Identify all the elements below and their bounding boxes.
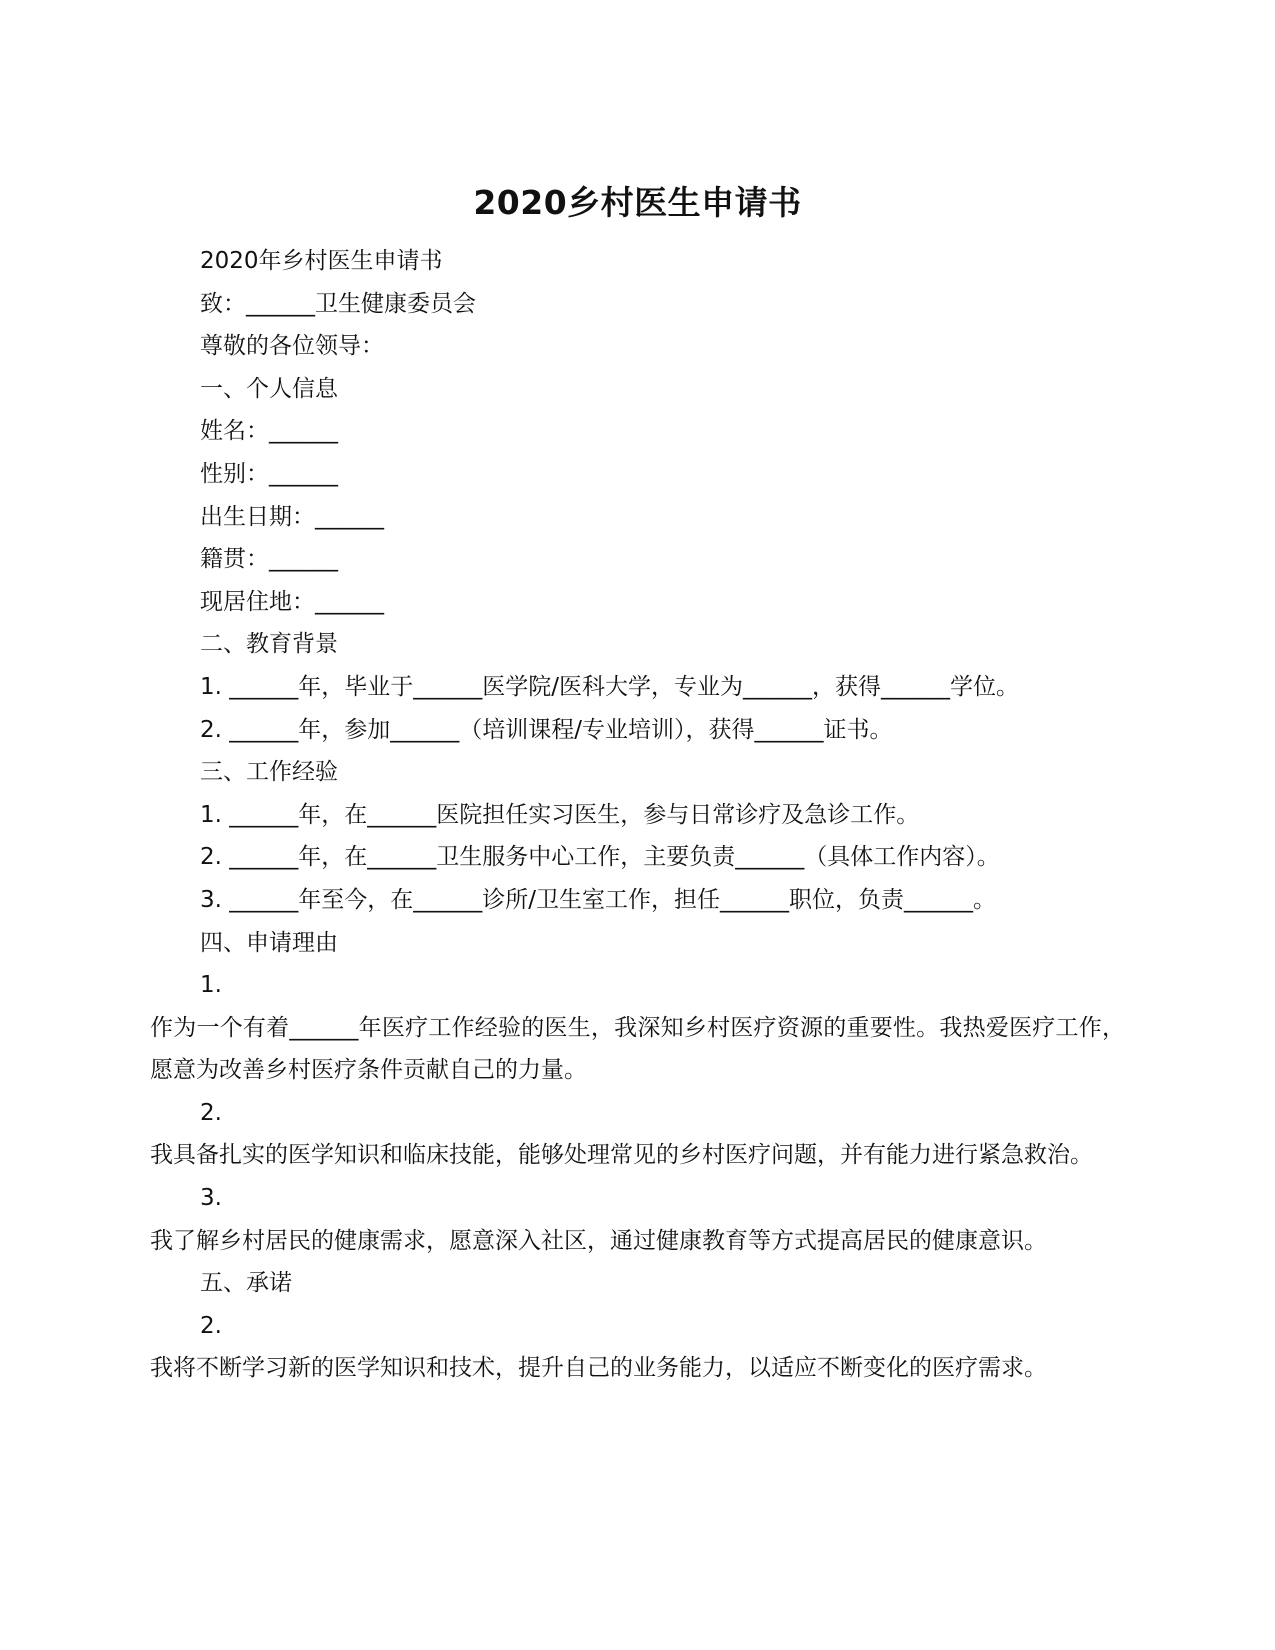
reason-number: 3. [200, 1185, 222, 1212]
section-heading-personal-info: 一、个人信息 [200, 375, 338, 402]
commitment-paragraph: 我将不断学习新的医学知识和技术，提升自己的业务能力，以适应不断变化的医疗需求。 [150, 1355, 1047, 1382]
field-name: 姓名：______ [200, 418, 338, 445]
commitment-number: 2. [200, 1312, 222, 1339]
section-heading-experience: 三、工作经验 [200, 759, 338, 786]
section-heading-reasons: 四、申请理由 [200, 929, 338, 956]
reason-paragraph: 我具备扎实的医学知识和临床技能，能够处理常见的乡村医疗问题，并有能力进行紧急救治。 [150, 1142, 1093, 1169]
education-item: 1. ______年，毕业于______医学院/医科大学，专业为______，获得______学位。 [200, 673, 1020, 700]
salutation-line: 尊敬的各位领导： [200, 333, 384, 360]
experience-item: 2. ______年，在______卫生服务中心工作，主要负责______（具体工作内容）。 [200, 844, 1000, 871]
reason-number: 2. [200, 1099, 222, 1126]
recipient-line: 致：______卫生健康委员会 [200, 290, 476, 317]
subtitle-line: 2020年乡村医生申请书 [200, 248, 443, 274]
reason-paragraph: 我了解乡村居民的健康需求，愿意深入社区，通过健康教育等方式提高居民的健康意识。 [150, 1227, 1047, 1254]
document-title: 2020乡村医生申请书 [473, 183, 802, 222]
document-body [150, 240, 1125, 1390]
section-heading-education: 二、教育背景 [200, 631, 338, 658]
reason-paragraph: 作为一个有着______年医疗工作经验的医生，我深知乡村医疗资源的重要性。我热爱医疗工作，愿意为改善乡村医疗条件贡献自己的力量。 [150, 1014, 1125, 1084]
field-gender: 性别：______ [200, 460, 338, 487]
field-birth-date: 出生日期：______ [200, 503, 384, 530]
field-residence: 现居住地：______ [200, 588, 384, 615]
education-item: 2. ______年，参加______（培训课程/专业培训），获得______证书。 [200, 716, 893, 743]
reason-number: 1. [200, 972, 222, 999]
field-native-place: 籍贯：______ [200, 546, 338, 573]
experience-item: 3. ______年至今，在______诊所/卫生室工作，担任______职位，负责______。 [200, 886, 997, 913]
experience-item: 1. ______年，在______医院担任实习医生，参与日常诊疗及急诊工作。 [200, 801, 920, 828]
section-heading-commitment: 五、承诺 [200, 1270, 292, 1297]
